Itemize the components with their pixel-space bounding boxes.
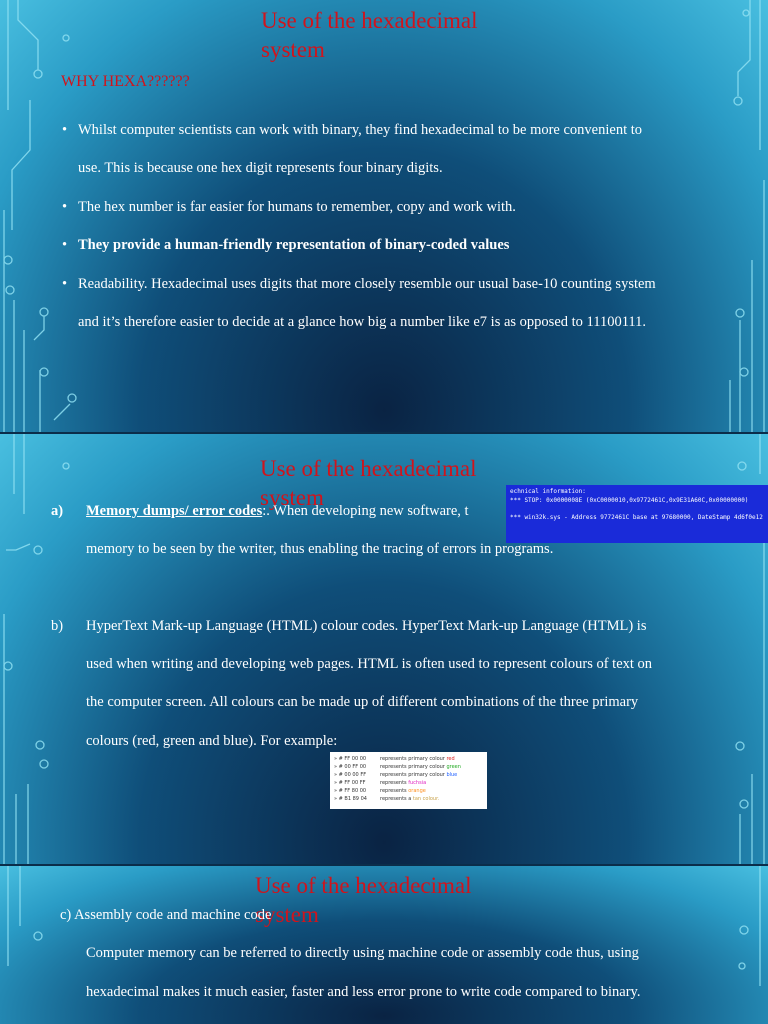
item-b-line-4: colours (red, green and blue). For example: xyxy=(86,733,338,749)
item-c-heading: c) Assembly code and machine code xyxy=(60,907,272,923)
item-a-line-2: memory to be seen by the writer, thus enabling the tracing of errors in programs. xyxy=(86,541,554,557)
colour-name: fuchsia xyxy=(408,780,427,786)
colour-code-text: represents primary colour xyxy=(380,772,447,778)
bsod-line: *** STOP: 0x0000008E (0xC0000010,0x9772461C,0x9E31A60C,0x00000000) xyxy=(510,497,749,504)
slide-title xyxy=(255,871,472,929)
item-a-marker: a) xyxy=(51,503,64,519)
colour-name: orange xyxy=(408,788,426,794)
bullet-1-line-2: use. This is because one hex digit represents four binary digits. xyxy=(78,160,443,176)
circuit-decoration xyxy=(0,0,768,432)
slide-title xyxy=(261,6,478,64)
item-b-marker: b) xyxy=(51,618,64,634)
colour-code-row xyxy=(334,755,483,763)
colour-code: » # FF 00 FF xyxy=(334,780,366,786)
item-b-line-3: the computer screen. All colours can be made up of different combinations of the three primary xyxy=(86,694,639,710)
colour-code-row xyxy=(334,763,483,771)
bsod-line: echnical information: xyxy=(510,488,586,495)
colour-code: » # 00 00 FF xyxy=(334,772,367,778)
item-c-line-1: Computer memory can be referred to directly using machine code or assembly code thus, using xyxy=(86,945,639,961)
colour-code-row xyxy=(334,795,483,803)
title-line-2: system xyxy=(261,37,325,62)
html-colour-codes-table xyxy=(330,752,487,809)
colour-code-text: represents xyxy=(380,780,409,786)
bullet-dot: • xyxy=(62,122,68,138)
bullet-1-line-1: Whilst computer scientists can work with binary, they find hexadecimal to be more convenient to xyxy=(78,122,642,138)
bullet-3-line-1: They provide a human-friendly representation of binary-coded values xyxy=(78,237,510,253)
title-line-1: Use of the hexadecimal xyxy=(261,8,478,33)
title-line-1: Use of the hexadecimal xyxy=(260,456,477,481)
colour-name: red xyxy=(446,756,455,762)
colour-code-text: represents xyxy=(380,788,409,794)
error-code-screenshot xyxy=(506,485,768,543)
slide-1 xyxy=(0,0,768,432)
item-a-line-1 xyxy=(86,503,469,520)
bullet-4-line-1: Readability. Hexadecimal uses digits that more closely resemble our usual base-10 counting system xyxy=(78,276,656,292)
colour-code: » # 00 FF 00 xyxy=(334,764,367,770)
item-b-line-2: used when writing and developing web pages. HTML is often used to represent colours of text on xyxy=(86,656,653,672)
bullet-dot: • xyxy=(62,237,68,253)
colour-code-row xyxy=(334,771,483,779)
bullet-dot: • xyxy=(62,276,68,292)
title-line-2: system xyxy=(260,485,324,510)
item-a-heading: Memory dumps/ error codes xyxy=(86,503,263,519)
colour-name: green xyxy=(446,764,461,770)
bullet-2-line-1: The hex number is far easier for humans to remember, copy and work with. xyxy=(78,199,516,215)
title-line-2: system xyxy=(255,902,319,927)
colour-code: » # FF 80 00 xyxy=(334,788,367,794)
bsod-line: *** win32k.sys - Address 9772461C base at 97680000, DateStamp 4d6f0e12 xyxy=(510,514,763,521)
slide-3 xyxy=(0,866,768,1024)
bullet-4-line-2: and it’s therefore easier to decide at a glance how big a number like e7 is as opposed to 11100111. xyxy=(78,314,647,330)
item-a-line-1-rest: :. When developing new software, t xyxy=(262,503,469,519)
colour-code-text: represents a xyxy=(380,796,413,802)
colour-code-row xyxy=(334,779,483,787)
colour-name: tan colour. xyxy=(412,796,440,802)
colour-code-text: represents primary colour xyxy=(380,764,447,770)
colour-code: » # B1 89 04 xyxy=(334,796,367,802)
colour-code-row xyxy=(334,787,483,795)
item-c-line-2: hexadecimal makes it much easier, faster and less error prone to write code compared to binary. xyxy=(86,984,641,1000)
slide-2 xyxy=(0,434,768,864)
item-b-line-1: HyperText Mark-up Language (HTML) colour codes. HyperText Mark-up Language (HTML) is xyxy=(86,618,647,634)
colour-code-text: represents primary colour xyxy=(380,756,447,762)
colour-code: » # FF 00 00 xyxy=(334,756,367,762)
bullet-dot: • xyxy=(62,199,68,215)
title-line-1: Use of the hexadecimal xyxy=(255,873,472,898)
colour-name: blue xyxy=(446,772,458,778)
subtitle-why-hexa: WHY HEXA?????? xyxy=(61,73,190,90)
